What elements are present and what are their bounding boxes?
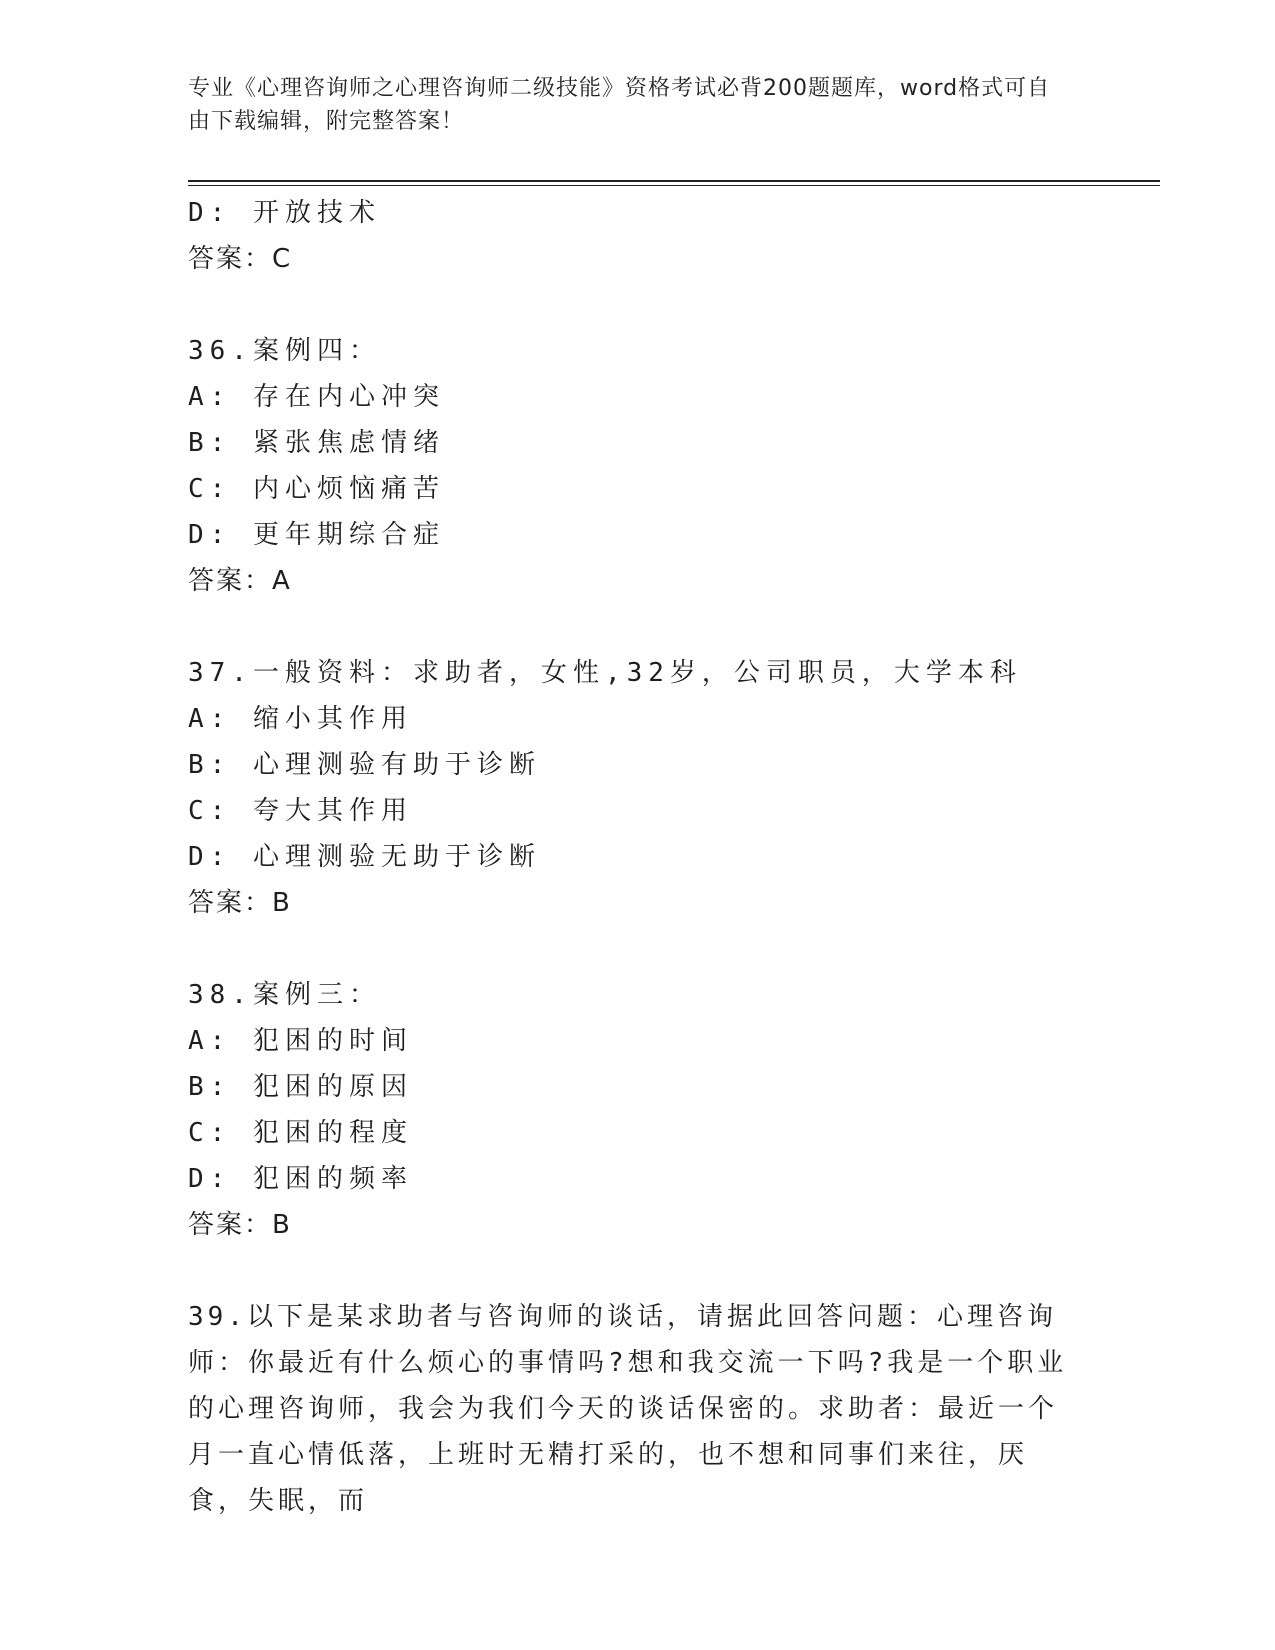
option-c: C: 内心烦恼痛苦 — [188, 474, 445, 504]
spacer — [188, 604, 1088, 650]
option-a: A: 存在内心冲突 — [188, 382, 445, 412]
spacer — [188, 282, 1088, 328]
option-a: A: 缩小其作用 — [188, 704, 413, 734]
question-stem: 37.一般资料：求助者，女性,32岁，公司职员，大学本科 — [188, 658, 1022, 688]
header-rule-thin — [188, 185, 1160, 186]
spacer — [188, 926, 1088, 972]
question-stem: 38.案例三： — [188, 980, 381, 1010]
option-d: D: 犯困的频率 — [188, 1164, 413, 1194]
option-c: C: 犯困的程度 — [188, 1118, 413, 1148]
answer: 答案：A — [188, 566, 292, 596]
prev-option-d: D: 开放技术 — [188, 198, 381, 228]
answer: 答案：B — [188, 888, 292, 918]
option-c: C: 夸大其作用 — [188, 796, 413, 826]
question-36 — [188, 328, 1088, 604]
option-a: A: 犯困的时间 — [188, 1026, 413, 1056]
option-b: B: 心理测验有助于诊断 — [188, 750, 541, 780]
option-d: D: 更年期综合症 — [188, 520, 445, 550]
question-38 — [188, 972, 1088, 1248]
answer: 答案：B — [188, 1210, 292, 1240]
option-d: D: 心理测验无助于诊断 — [188, 842, 541, 872]
header-rule-thick — [188, 180, 1160, 182]
question-37 — [188, 650, 1088, 926]
option-b: B: 紧张焦虑情绪 — [188, 428, 445, 458]
option-b: B: 犯困的原因 — [188, 1072, 413, 1102]
spacer — [188, 1248, 1088, 1294]
document-header: 专业《心理咨询师之心理咨询师二级技能》资格考试必背200题题库，word格式可自由下载编辑，附完整答案！ — [188, 76, 1051, 134]
question-stem: 36.案例四： — [188, 336, 381, 366]
prev-answer: 答案：C — [188, 244, 293, 274]
document-body — [188, 190, 1088, 1524]
question-39-text: 39.以下是某求助者与咨询师的谈话，请据此回答问题：心理咨询师：你最近有什么烦心的事情吗?想和我交流一下吗?我是一个职业的心理咨询师，我会为我们今天的谈话保密的。求助者：最近一个月一直心情低落，上班时无精打采的，也不想和同事们来往，厌食，失眠，而 — [188, 1302, 1068, 1516]
